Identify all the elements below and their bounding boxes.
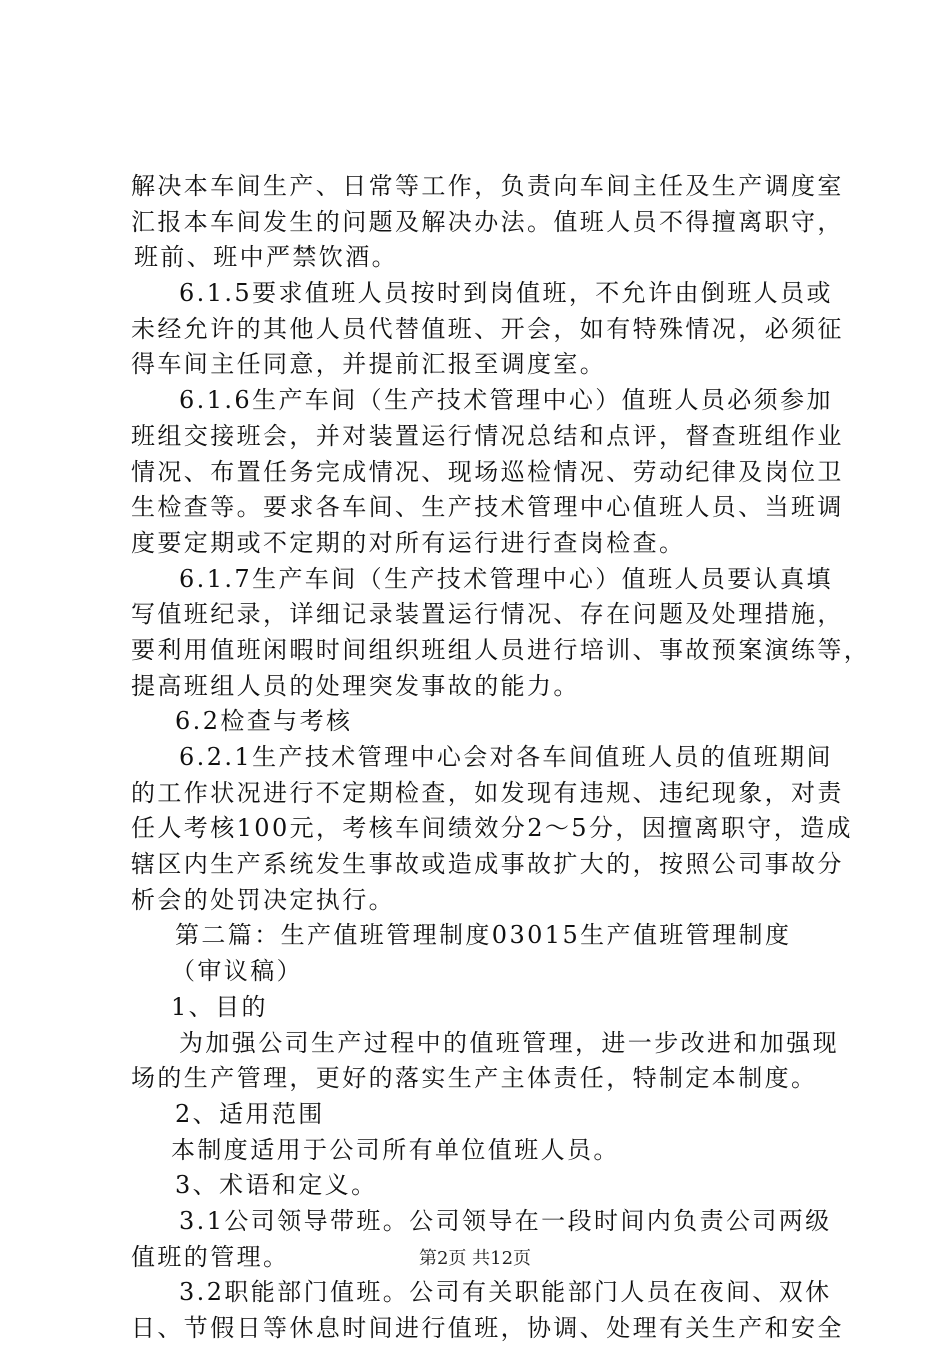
document-body [131, 169, 871, 1347]
text-line: 要利用值班闲暇时间组织班组人员进行培训、事故预案演练等， [131, 635, 871, 664]
section-heading: 1、目的 [171, 992, 268, 1021]
section-heading: 6.2检查与考核 [175, 707, 353, 736]
text-line: 汇报本车间发生的问题及解决办法。值班人员不得擅离职守， [131, 207, 844, 236]
text-line: 的工作状况进行不定期检查，如发现有违规、违纪现象，对责 [131, 778, 844, 807]
text-line: 情况、布置任务完成情况、现场巡检情况、劳动纪律及岗位卫 [131, 457, 844, 486]
text-line: 辖区内生产系统发生事故或造成事故扩大的，按照公司事故分 [131, 850, 844, 879]
text-line: 班前、班中严禁饮酒。 [134, 243, 398, 272]
section-heading: 3、术语和定义。 [175, 1171, 378, 1200]
text-line: 未经允许的其他人员代替值班、开会，如有特殊情况，必须征 [131, 314, 844, 343]
text-line: 值班的管理。 [131, 1242, 290, 1271]
text-line: 提高班组人员的处理突发事故的能力。 [131, 671, 580, 700]
chapter-heading: 第二篇：生产值班管理制度03015生产值班管理制度 [175, 921, 792, 950]
text-line: 场的生产管理，更好的落实生产主体责任，特制定本制度。 [131, 1064, 818, 1093]
text-line: 6.1.5要求值班人员按时到岗值班，不允许由倒班人员或 [179, 279, 833, 308]
text-line: 生检查等。要求各车间、生产技术管理中心值班人员、当班调 [131, 493, 844, 522]
text-line: 6.1.7生产车间（生产技术管理中心）值班人员要认真填 [179, 564, 833, 593]
section-heading: 2、适用范围 [175, 1099, 325, 1128]
text-line: 6.2.1生产技术管理中心会对各车间值班人员的值班期间 [179, 743, 833, 771]
chapter-subtitle: （审议稿） [171, 957, 303, 986]
text-line: 解决本车间生产、日常等工作，负责向车间主任及生产调度室 [131, 172, 844, 200]
text-line: 得车间主任同意，并提前汇报至调度室。 [131, 350, 607, 379]
text-line: 析会的处罚决定执行。 [131, 885, 395, 914]
text-line: 任人考核100元，考核车间绩效分2～5分，因擅离职守，造成 [131, 814, 853, 843]
text-line: 度要定期或不定期的对所有运行进行查岗检查。 [131, 528, 686, 557]
page-number-footer: 第2页 共12页 [418, 1248, 532, 1269]
text-line: 为加强公司生产过程中的值班管理，进一步改进和加强现 [179, 1028, 839, 1057]
text-line: 6.1.6生产车间（生产技术管理中心）值班人员必须参加 [179, 386, 833, 415]
text-line: 3.1公司领导带班。公司领导在一段时间内负责公司两级 [179, 1206, 832, 1235]
text-line: 3.2职能部门值班。公司有关职能部门人员在夜间、双休 [179, 1278, 832, 1307]
text-line: 班组交接班会，并对装置运行情况总结和点评，督查班组作业 [131, 421, 844, 450]
text-line: 本制度适用于公司所有单位值班人员。 [171, 1135, 620, 1164]
text-line: 日、节假日等休息时间进行值班，协调、处理有关生产和安全 [131, 1314, 844, 1342]
text-line: 写值班纪录，详细记录装置运行情况、存在问题及处理措施， [131, 600, 844, 629]
